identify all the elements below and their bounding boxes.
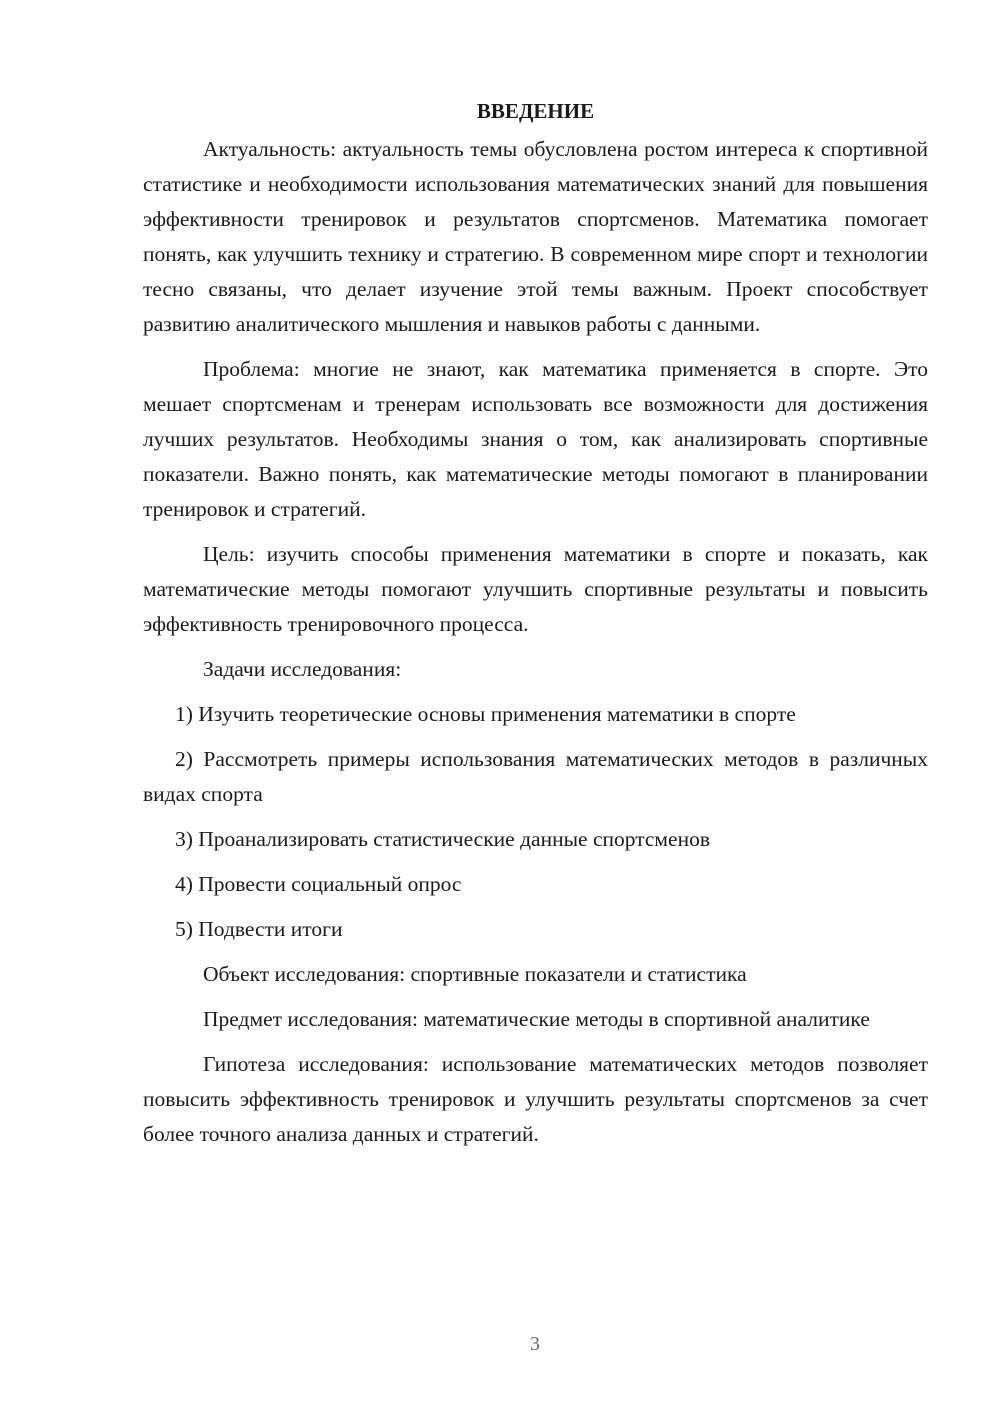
task-item-4: 4) Провести социальный опрос: [175, 872, 462, 896]
page-number: 3: [530, 1333, 540, 1355]
hypothesis-paragraph: Гипотеза исследования: использование математических методов позволяет повысить эффективность тренировок и улучшить результаты спортсменов за счет более точного анализа данных и стратегий.: [143, 1052, 928, 1146]
section-title: ВВЕДЕНИЕ: [476, 99, 595, 123]
task-item-2: 2) Рассмотреть примеры использования математических методов в различных видах спорта: [143, 747, 928, 806]
goal-paragraph: Цель: изучить способы применения математики в спорте и показать, как математические методы помогают улучшить спортивные результаты и повысить эффективность тренировочного процесса.: [143, 542, 928, 636]
tasks-heading: Задачи исследования:: [203, 657, 402, 681]
relevance-paragraph: Актуальность: актуальность темы обусловлена ростом интереса к спортивной статистике и необходимости использования математических знаний для повышения эффективности тренировок и результатов спортсменов. Математика помогает понять, как улучшить технику и стратегию. В современном мире спорт и технологии тесно связаны, что делает изучение этой темы важным. Проект способствует развитию аналитического мышления и навыков работы с данными.: [143, 137, 928, 336]
research-subject-paragraph: Предмет исследования: математические методы в спортивной аналитике: [203, 1007, 870, 1031]
task-item-1: 1) Изучить теоретические основы применения математики в спорте: [175, 702, 796, 726]
task-item-5: 5) Подвести итоги: [175, 917, 343, 941]
research-object-paragraph: Объект исследования: спортивные показатели и статистика: [203, 962, 747, 986]
page-body: [143, 96, 928, 1152]
problem-paragraph: Проблема: многие не знают, как математика применяется в спорте. Это мешает спортсменам и тренерам использовать все возможности для достижения лучших результатов. Необходимы знания о том, как анализировать спортивные показатели. Важно понять, как математические методы помогают в планировании тренировок и стратегий.: [143, 357, 928, 521]
task-item-3: 3) Проанализировать статистические данные спортсменов: [175, 827, 710, 851]
